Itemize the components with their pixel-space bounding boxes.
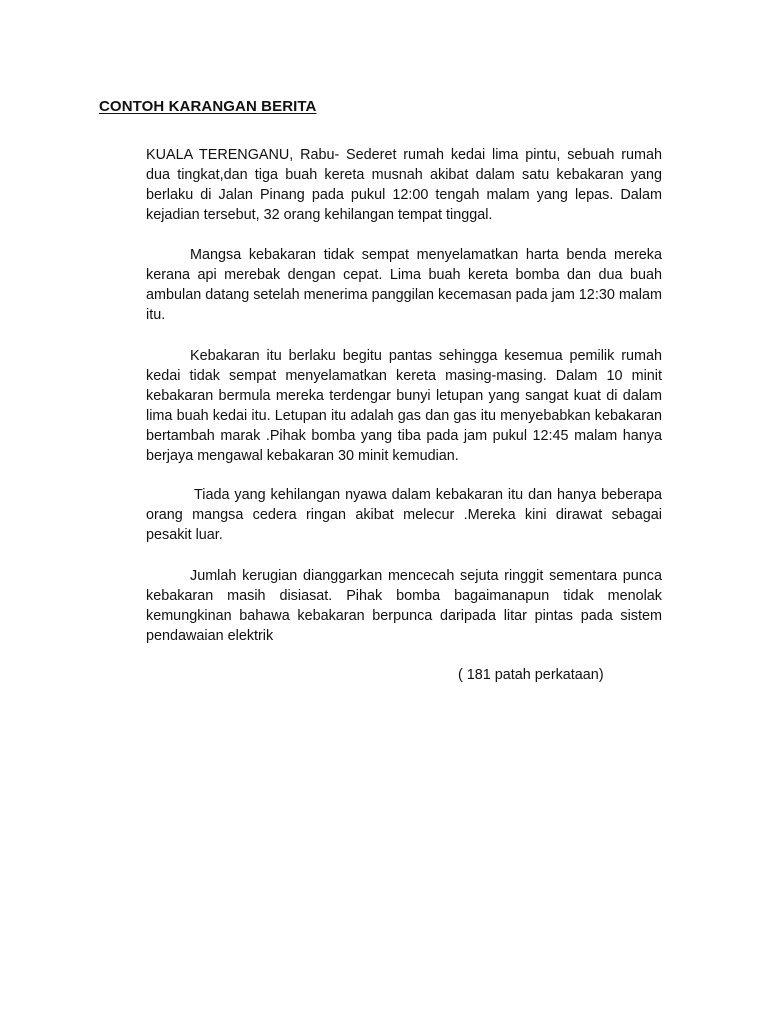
- paragraph-1: KUALA TERENGANU, Rabu- Sederet rumah kedai lima pintu, sebuah rumah dua tingkat,dan tiga buah kereta musnah akibat dalam satu kebakaran yang berlaku di Jalan Pinang pada pukul 12:00 tengah malam yang lepas. Dalam kejadian tersebut, 32 orang kehilangan tempat tinggal.: [146, 147, 662, 223]
- paragraph-2: Mangsa kebakaran tidak sempat menyelamatkan harta benda mereka kerana api merebak dengan cepat. Lima buah kereta bomba dan dua buah ambulan datang setelah menerima panggilan kecemasan pada jam 12:30 malam itu.: [146, 247, 662, 323]
- word-count: ( 181 patah perkataan): [458, 667, 604, 683]
- document-title: CONTOH KARANGAN BERITA: [99, 98, 317, 115]
- paragraph-4: Tiada yang kehilangan nyawa dalam kebakaran itu dan hanya beberapa orang mangsa cedera ringan akibat melecur .Mereka kini dirawat sebagai pesakit luar.: [146, 487, 662, 543]
- paragraph-3: Kebakaran itu berlaku begitu pantas sehingga kesemua pemilik rumah kedai tidak sempat menyelamatkan kereta masing-masing. Dalam 10 minit kebakaran bermula mereka terdengar bunyi letupan yang sangat kuat di dalam lima buah kedai itu. Letupan itu adalah gas dan gas itu menyebabkan kebakaran bertambah marak .Pihak bomba yang tiba pada jam pukul 12:45 malam hanya berjaya mengawal kebakaran 30 minit kemudian.: [146, 348, 662, 464]
- paragraph-5: Jumlah kerugian dianggarkan mencecah sejuta ringgit sementara punca kebakaran masih disiasat. Pihak bomba bagaimanapun tidak menolak kemungkinan bahawa kebakaran berpunca daripada litar pintas pada sistem pendawaian elektrik: [146, 568, 662, 644]
